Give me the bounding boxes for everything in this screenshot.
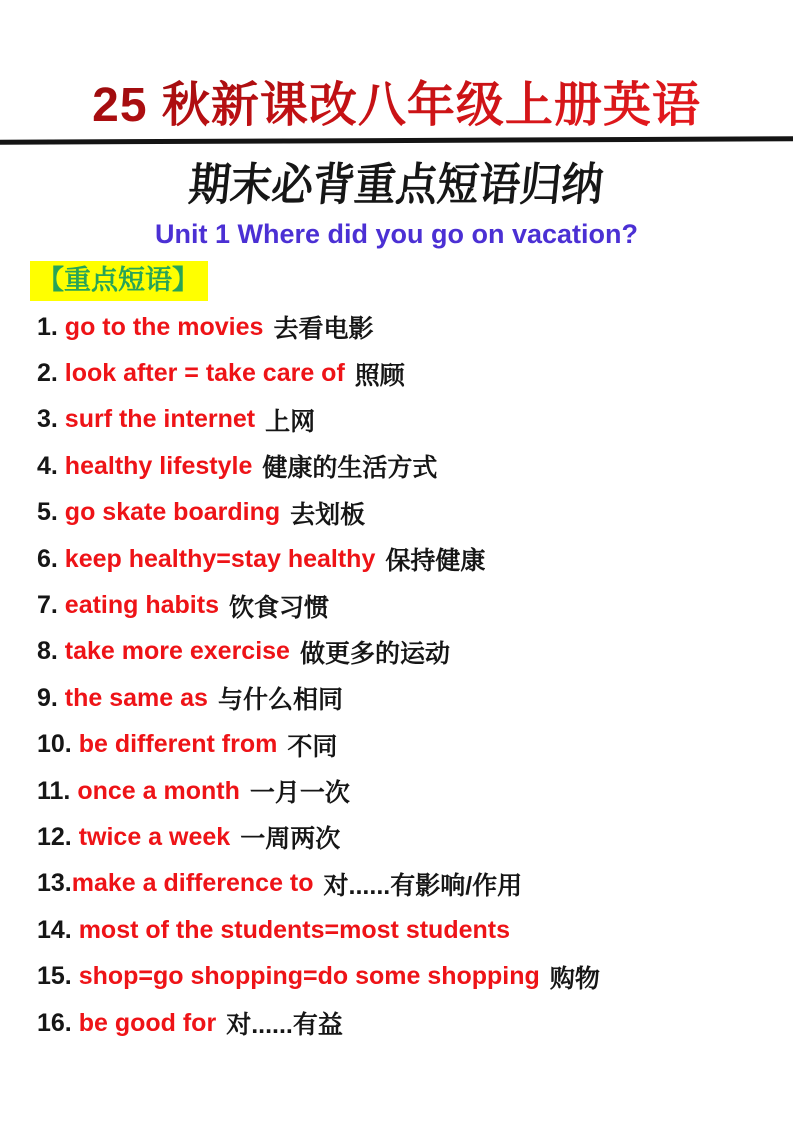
item-number: 7. (37, 591, 65, 620)
item-chinese: 保持健康 (385, 547, 486, 576)
divider-line (0, 136, 793, 144)
item-english: make a difference to (71, 869, 314, 898)
item-english: be good for (78, 1008, 217, 1037)
phrase-item (37, 629, 783, 675)
item-english: surf the internet (64, 405, 256, 434)
item-number: 8. (37, 637, 65, 666)
item-english: most of the students=most students (78, 915, 510, 944)
phrase-item (37, 350, 783, 396)
phrase-item (37, 861, 783, 907)
item-chinese: 照顾 (354, 361, 405, 390)
phrase-item (37, 304, 783, 350)
item-number: 2. (37, 359, 65, 388)
item-english: shop=go shopping=do some shopping (78, 962, 540, 991)
unit-heading: Unit 1 Where did you go on vacation? (154, 219, 639, 249)
phrase-item (37, 536, 783, 582)
item-chinese: 去划板 (290, 500, 366, 529)
item-number: 3. (37, 405, 65, 434)
item-chinese: 与什么相同 (217, 686, 343, 715)
item-chinese: 对......有益 (226, 1011, 343, 1040)
phrase-item (37, 1000, 783, 1046)
item-number: 11. (37, 776, 78, 805)
item-number: 5. (37, 498, 65, 527)
item-english: look after = take care of (64, 359, 345, 388)
phrase-item (37, 768, 783, 814)
item-chinese: 对......有影响/作用 (323, 871, 523, 900)
phrase-item (37, 582, 783, 628)
item-chinese: 购物 (549, 964, 600, 993)
item-english: twice a week (78, 822, 231, 851)
item-english: go to the movies (64, 312, 264, 341)
item-number: 14. (37, 915, 79, 944)
item-english: take more exercise (64, 637, 290, 666)
item-english: eating habits (64, 591, 219, 620)
item-number: 4. (37, 451, 65, 480)
item-number: 9. (37, 683, 65, 712)
item-number: 6. (37, 544, 65, 573)
item-chinese: 饮食习惯 (228, 593, 329, 622)
phrase-item (37, 953, 783, 999)
item-english: the same as (64, 683, 208, 712)
phrase-item (37, 907, 783, 953)
page-title: 25 秋新课改八年级上册英语 (0, 66, 793, 135)
item-chinese: 去看电影 (273, 315, 374, 344)
item-number: 16. (37, 1008, 79, 1037)
item-english: once a month (77, 776, 240, 805)
item-english: healthy lifestyle (64, 451, 253, 480)
phrase-item (37, 397, 783, 443)
page-subtitle: 期末必背重点短语归纳 (186, 159, 606, 210)
phrase-item (37, 490, 783, 536)
item-number: 12. (37, 822, 79, 851)
item-chinese: 上网 (265, 407, 316, 436)
item-english: keep healthy=stay healthy (64, 544, 376, 573)
item-chinese: 健康的生活方式 (262, 454, 438, 483)
item-number: 15. (37, 962, 79, 991)
phrase-item (37, 722, 783, 768)
phrase-item (37, 814, 783, 860)
item-number: 1. (37, 312, 65, 341)
section-label-highlighted: 【重点短语】 (30, 261, 208, 301)
item-number: 13. (37, 869, 72, 898)
item-chinese: 做更多的运动 (299, 639, 450, 668)
phrase-item (37, 675, 783, 721)
item-chinese: 不同 (287, 732, 338, 761)
phrase-list (37, 304, 783, 1046)
item-english: go skate boarding (64, 498, 281, 527)
item-chinese: 一周两次 (240, 825, 341, 854)
item-english: be different from (78, 730, 278, 759)
item-number: 10. (37, 730, 79, 759)
phrase-item (37, 443, 783, 489)
item-chinese: 一月一次 (249, 779, 350, 808)
